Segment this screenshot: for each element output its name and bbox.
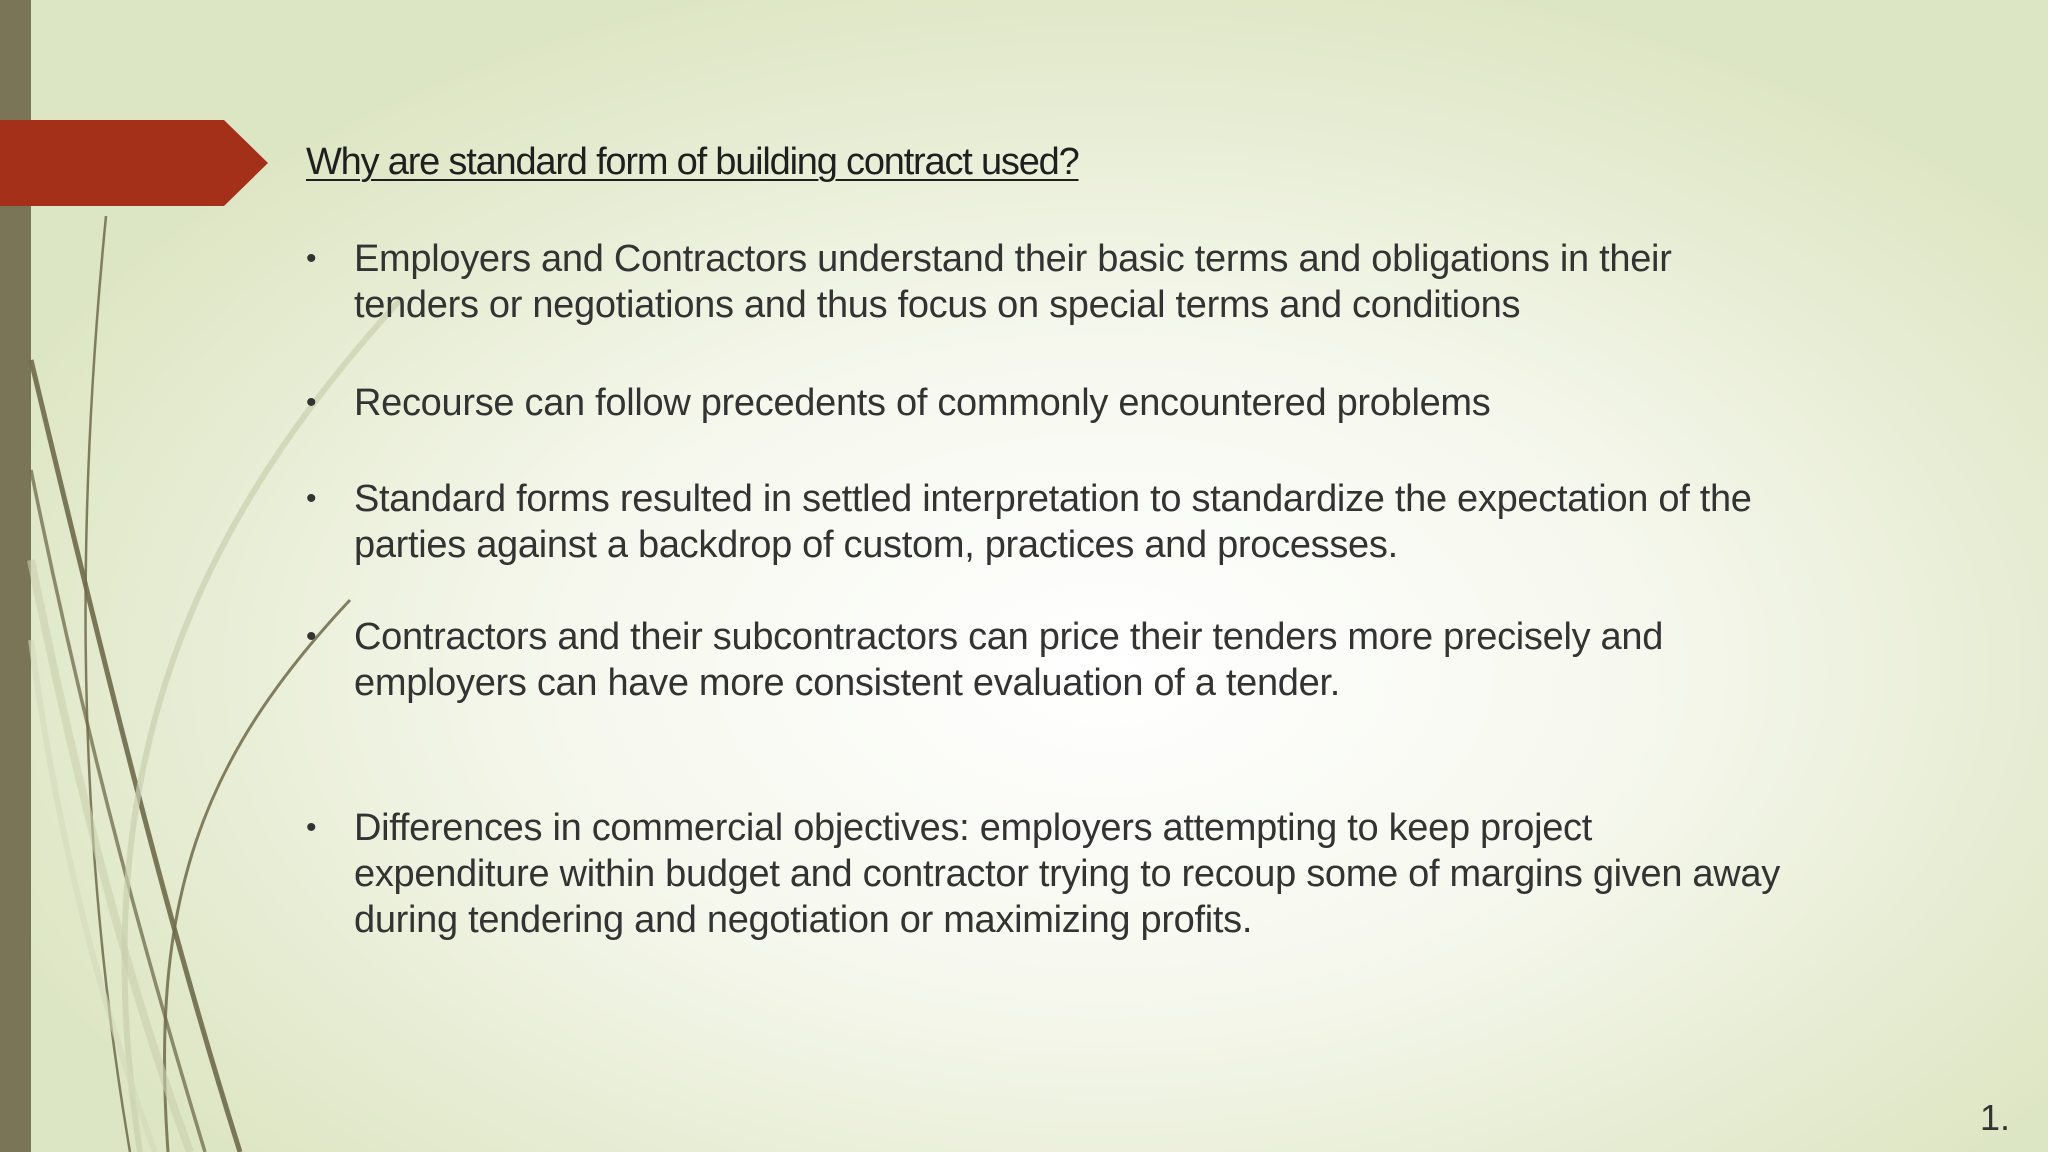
bullet-dot-icon: • — [306, 620, 317, 653]
bullet-dot-icon: • — [306, 811, 317, 844]
bullet-text: Standard forms resulted in settled interpretation to standardize the expectation of the parties against a backdrop of custom, practices and processes. — [354, 478, 1752, 566]
title-accent-arrow — [0, 120, 270, 206]
bullet-text: Recourse can follow precedents of commonly encountered problems — [354, 382, 1491, 424]
bullet-dot-icon: • — [306, 482, 317, 515]
bullet-dot-icon: • — [306, 386, 317, 419]
bullet-text: Contractors and their subcontractors can price their tenders more precisely and employers can have more consistent evaluation of a tender. — [354, 616, 1664, 704]
bullet-dot-icon: • — [306, 242, 317, 275]
bullet-text: Employers and Contractors understand their basic terms and obligations in their tenders or negotiations and thus focus on special terms and conditions — [354, 238, 1672, 326]
page-number: 1. — [1979, 1097, 2010, 1138]
bullet-item — [306, 476, 1806, 568]
bullet-text: Differences in commercial objectives: employers attempting to keep project expenditure within budget and contractor trying to recoup some of margins given away during tendering and negotiation or maximizing profits. — [354, 807, 1780, 941]
bullet-item — [306, 380, 1806, 426]
slide-title: Why are standard form of building contract used? — [306, 141, 1079, 183]
bullet-item — [306, 614, 1806, 706]
bullet-item — [306, 805, 1806, 943]
bullet-item — [306, 236, 1806, 328]
